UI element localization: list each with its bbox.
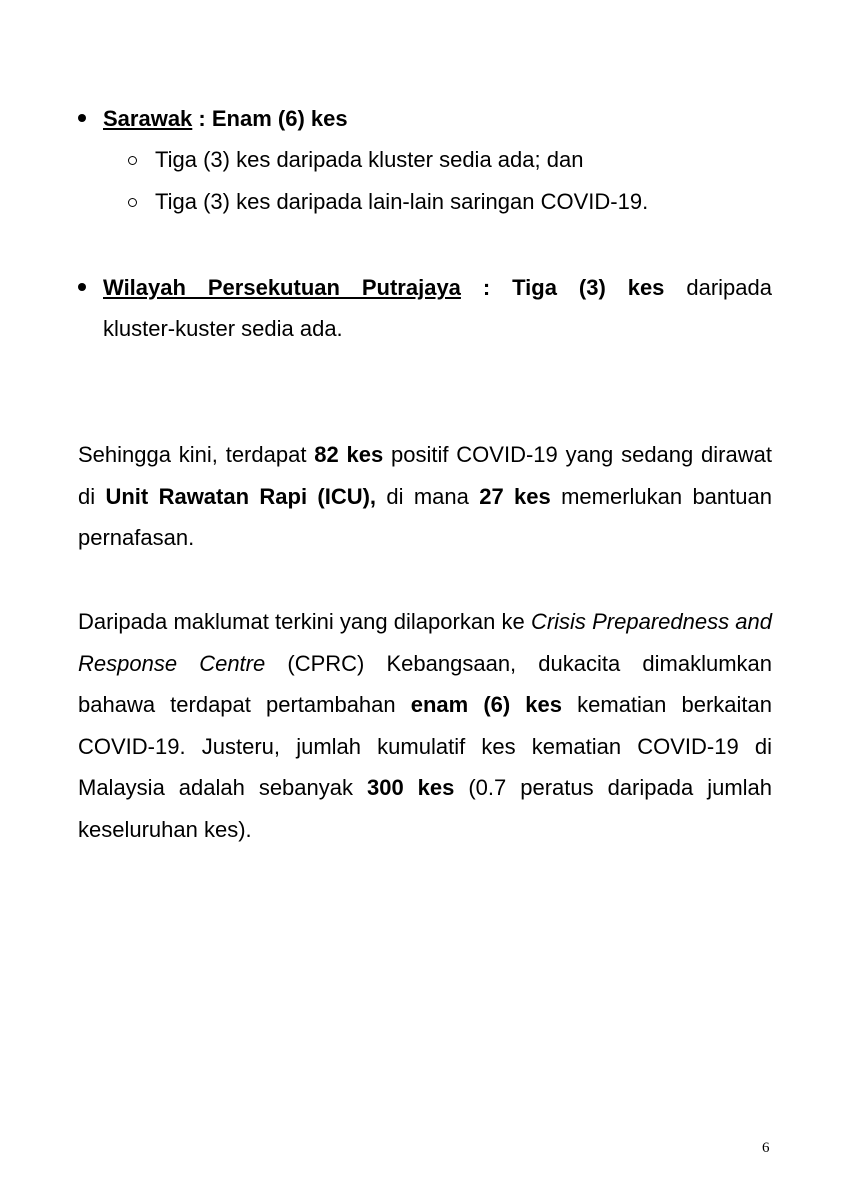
bullet-putrajaya-line1 bbox=[103, 267, 772, 308]
icu-paragraph bbox=[78, 434, 772, 559]
sub-item-text: Tiga (3) kes daripada kluster sedia ada; dan bbox=[155, 147, 584, 172]
icu-case-count: 82 kes bbox=[314, 442, 384, 467]
state-name: Sarawak bbox=[103, 106, 193, 131]
page-number: 6 bbox=[762, 1140, 770, 1156]
text-run: (CPRC) Kebangsaan, dukacita dimaklumkan bahawa terdapat pertambahan bbox=[78, 650, 772, 717]
ventilator-case-count: 27 kes bbox=[479, 483, 551, 509]
icu-unit-name: Unit Rawatan Rapi (ICU), bbox=[105, 483, 377, 509]
case-count: Enam (6) kes bbox=[211, 106, 348, 131]
bullet-putrajaya-rest1: daripada bbox=[664, 275, 772, 300]
text-run: memerlukan bantuan pernafasan. bbox=[78, 483, 772, 550]
cumulative-death-count: 300 kes bbox=[366, 775, 455, 800]
separator: : bbox=[460, 275, 513, 300]
cprc-full-name: Crisis Preparedness and Response Centre bbox=[78, 609, 772, 676]
circle-bullet-icon bbox=[128, 198, 137, 207]
text-run: positif COVID-19 yang sedang dirawat di bbox=[78, 442, 772, 509]
text-run: (0.7 peratus daripada jumlah keseluruhan kes). bbox=[78, 775, 772, 842]
text-run: Sehingga kini, terdapat bbox=[78, 442, 315, 467]
text-run: di mana bbox=[376, 483, 480, 509]
bullet-sarawak-text bbox=[103, 98, 772, 139]
bullet-putrajaya-text bbox=[103, 267, 772, 349]
bullet-putrajaya bbox=[78, 267, 772, 349]
separator: : bbox=[192, 106, 212, 131]
bullet-dot-icon bbox=[78, 114, 86, 122]
bullet-dot-icon bbox=[78, 283, 86, 291]
sub-item bbox=[128, 181, 648, 222]
deaths-paragraph bbox=[78, 601, 772, 850]
case-count: Tiga (3) kes bbox=[512, 275, 665, 300]
state-name: Wilayah Persekutuan Putrajaya bbox=[103, 275, 461, 300]
bullet-putrajaya-line2: kluster-kuster sedia ada. bbox=[103, 316, 343, 341]
text-run: Daripada maklumat terkini yang dilaporkan ke bbox=[78, 609, 531, 634]
sub-item-text: Tiga (3) kes daripada lain-lain saringan COVID-19. bbox=[155, 189, 649, 214]
bullet-sarawak bbox=[78, 98, 772, 139]
text-run: kematian berkaitan COVID-19. Justeru, jumlah kumulatif kes kematian COVID-19 di Malaysia adalah sebanyak bbox=[78, 692, 773, 800]
circle-bullet-icon bbox=[128, 156, 137, 165]
new-death-count: enam (6) kes bbox=[410, 692, 563, 717]
sub-item bbox=[128, 139, 583, 180]
